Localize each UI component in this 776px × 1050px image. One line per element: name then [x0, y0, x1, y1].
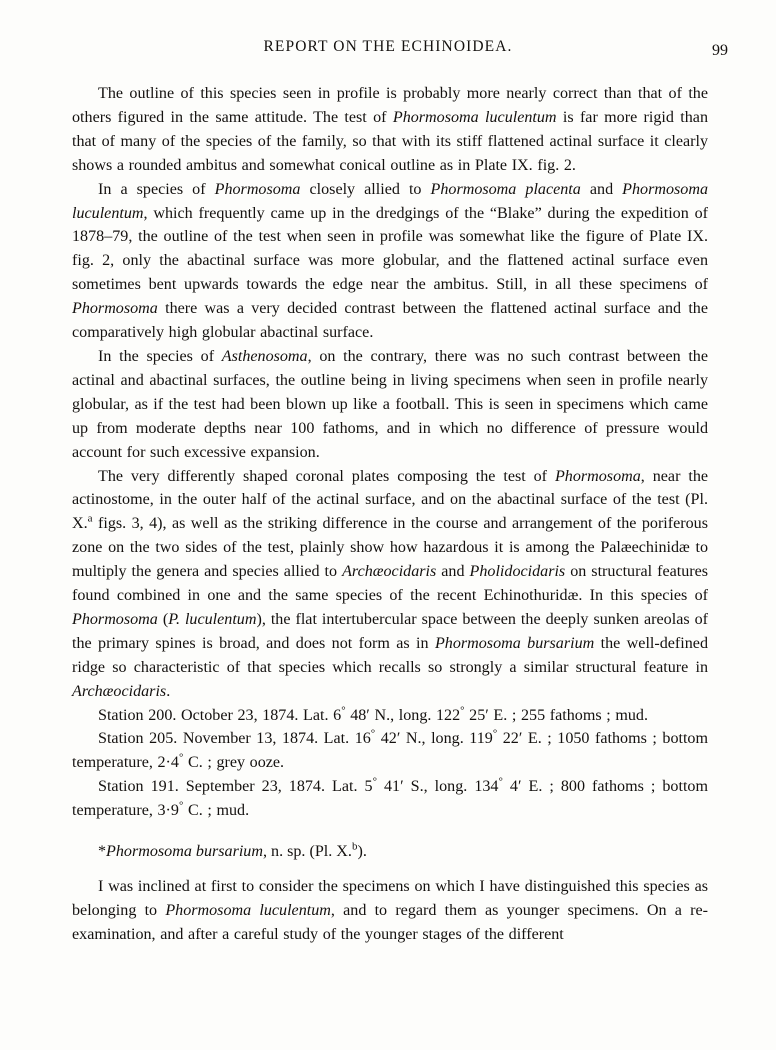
station-record-200 — [72, 704, 708, 728]
text-run: Station 191. September 23, 1874. Lat. 5 — [98, 778, 373, 796]
text-run: The very differently shaped coronal plates composing the test of — [98, 467, 555, 485]
text-run: 48′ N., long. 122 — [345, 706, 461, 724]
text-run: , which frequently came up in the dredgings of the “Blake” during the expedition of 1878–79, the outline of the test when seen in profile was somewhat like the figure of Plate IX. fig. 2, only the abactinal surface was more globular, and the flattened actinal surface even sometimes bent upwards towards the edge near the ambitus. Still, in all these specimens of — [72, 204, 708, 294]
degree-symbol: ° — [498, 775, 503, 788]
italic-term: Phormosoma luculentum — [165, 901, 331, 919]
text-run: 41′ S., long. 134 — [376, 778, 499, 796]
text-run: Station 205. November 13, 1874. Lat. 16 — [98, 730, 371, 748]
text-run: and — [436, 563, 470, 581]
text-run: ( — [157, 610, 169, 628]
degree-symbol: ° — [178, 799, 184, 812]
degree-symbol: ° — [370, 728, 376, 741]
running-title: REPORT ON THE ECHINOIDEA. — [263, 38, 513, 55]
italic-term: Asthenosoma — [221, 347, 308, 365]
text-run: 25′ E. ; 255 fathoms ; mud. — [464, 706, 648, 724]
italic-term: Phormosoma — [554, 467, 641, 485]
superscript-letter: b — [351, 840, 358, 853]
paragraph-5 — [72, 875, 708, 947]
paragraph-3 — [72, 345, 708, 465]
italic-term: Phormosoma luculentum — [72, 180, 708, 222]
italic-term: Phormosoma — [72, 300, 158, 318]
body-text-column — [72, 82, 708, 947]
text-run: there was a very decided contrast between the flattened actinal surface and the comparatively high globular abactinal surface. — [72, 300, 708, 342]
text-run: is far more rigid than that of many of the species of the family, so that with its stiff flattened actinal surface it clearly shows a rounded ambitus and somewhat conical outline as in Plate IX. fig. 2. — [72, 108, 708, 174]
italic-term: Pholidocidaris — [469, 563, 566, 581]
text-run: , near the actinostome, in the outer half of the actinal surface, and on the abactinal surface of the test (Pl. X. — [72, 467, 709, 533]
italic-term: Archæocidaris — [342, 563, 437, 581]
text-run: In a species of — [98, 180, 215, 198]
italic-term: Phormosoma luculentum — [392, 108, 557, 126]
text-run: . — [166, 682, 171, 700]
section-spacer — [72, 823, 708, 840]
text-run: ), the flat intertubercular space between the deeply sunken areolas of the primary spines is broad, and does not form as in — [72, 610, 708, 652]
italic-term: Archæocidaris — [72, 682, 167, 700]
degree-symbol: ° — [178, 752, 184, 765]
text-run: 42′ N., long. 119 — [375, 730, 493, 748]
superscript-letter: a — [87, 512, 93, 525]
italic-term: Phormosoma placenta — [430, 180, 581, 198]
text-run: 4′ E. ; 800 fathoms ; bottom temperature, 3·9 — [72, 778, 708, 820]
page-number: 99 — [712, 42, 728, 59]
text-run: on structural features found combined in one and the same species of the recent Echinothuridæ. In this species of — [72, 563, 709, 605]
text-run: 22′ E. ; 1050 fathoms ; bottom temperature, 2·4 — [72, 730, 709, 772]
italic-term: Phormosoma — [72, 610, 158, 628]
text-run: Station 200. October 23, 1874. Lat. 6 — [98, 706, 342, 724]
degree-symbol: ° — [341, 704, 346, 717]
degree-symbol: ° — [372, 775, 377, 788]
page-header — [0, 38, 776, 62]
station-record-191 — [72, 775, 708, 823]
text-run: , and to regard them as younger specimens. On a re-examination, and after a careful study of the younger stages of the different — [72, 901, 708, 943]
degree-symbol: ° — [460, 704, 465, 717]
text-run: In the species of — [98, 347, 222, 365]
text-run: , n. sp. (Pl. X. — [262, 843, 352, 861]
text-run: figs. 3, 4), as well as the striking difference in the course and arrangement of the poriferous zone on the two sides of the test, plainly show how hazardous it is among the Palæechinidæ to multiply the genera and species allied to — [72, 515, 708, 581]
text-run: I was inclined at first to consider the specimens on which I have distinguished this species as belonging to — [72, 878, 708, 919]
italic-term: P. luculentum — [168, 610, 257, 628]
text-run: * — [98, 843, 107, 861]
text-run: closely allied to — [300, 180, 431, 198]
text-run: The outline of this species seen in profile is probably more nearly correct than that of the others figured in the same attitude. The test of — [72, 85, 708, 126]
text-run: the well-defined ridge so characteristic of that species which recalls so strongly a similar structural feature in — [72, 634, 708, 676]
italic-term: Phormosoma — [214, 180, 301, 198]
text-run: , on the contrary, there was no such contrast between the actinal and abactinal surfaces, the outline being in living specimens when seen in profile nearly globular, as if the test had been blown up like a football. This is seen in specimens which came up from moderate depths near 100 fathoms, and in which no difference of pressure would account for such excessive expansion. — [72, 347, 708, 461]
text-run: C. ; mud. — [183, 802, 250, 820]
paragraph-2 — [72, 178, 708, 345]
italic-term: Phormosoma bursarium — [434, 634, 595, 652]
heading-spacer — [72, 864, 708, 875]
station-record-205 — [72, 727, 708, 775]
paragraph-1 — [72, 82, 708, 178]
species-heading — [72, 840, 708, 864]
text-run: ). — [357, 843, 367, 861]
degree-symbol: ° — [492, 728, 498, 741]
text-run: C. ; grey ooze. — [183, 754, 285, 772]
italic-term: Phormosoma bursarium — [106, 843, 263, 861]
paragraph-4 — [72, 465, 708, 704]
text-run: and — [580, 180, 623, 198]
